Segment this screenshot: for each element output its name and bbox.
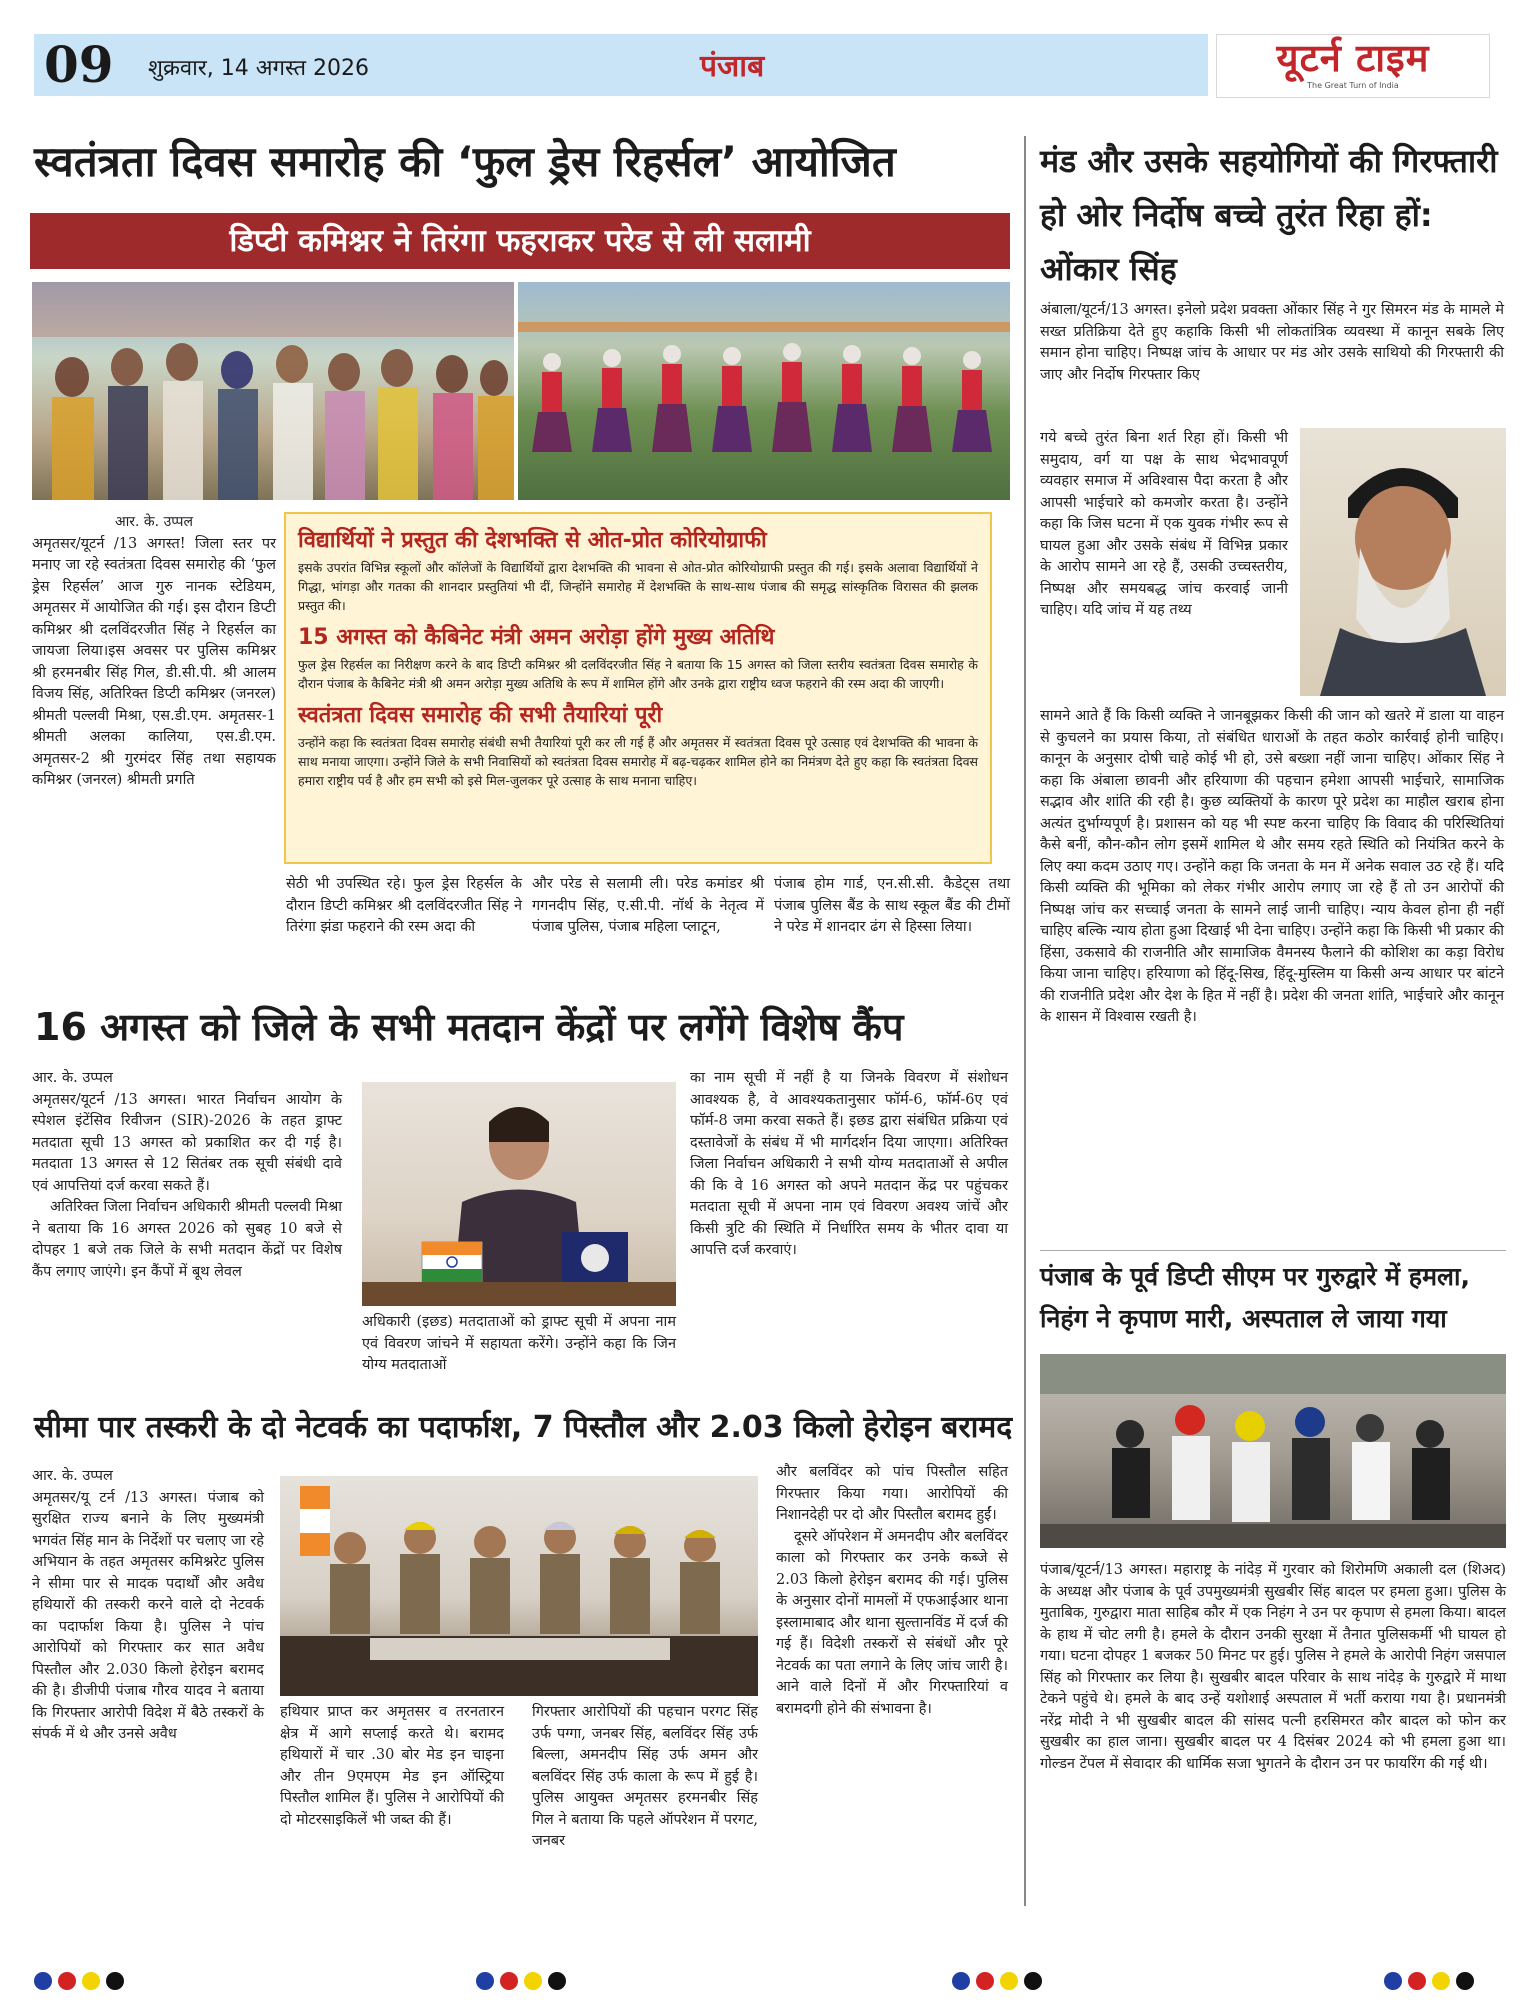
footer-dots-left — [34, 1972, 130, 1994]
article3-text-4a: और बलविंदर को पांच पिस्तौल सहित गिरफ्तार किया गया। आरोपियों की निशानदेही पर दो और पिस्तौल बरामद हुईं। — [776, 1464, 1008, 1523]
photo-official — [362, 1082, 676, 1306]
article3-byline: आर. के. उप्पल — [32, 1468, 113, 1484]
article2-headline: 16 अगस्त को जिले के सभी मतदान केंद्रों पर लगेंगे विशेष कैंप — [34, 1005, 904, 1049]
article5-body: पंजाब/यूटर्न/13 अगस्त। महाराष्ट्र के नांदेड़ में गुरवार को शिरोमणि अकाली दल (शिअद) के अध्यक्ष और पंजाब के पूर्व उपमुख्यमंत्री सुखबीर सिंह बादल पर हमला हुआ। पुलिस के मुताबिक, गुरुद्वारा माता साहिब कौर में एक निहंग ने उन पर कृपाण से हमला किया। बादल के हाथ में चोट लगी है। हमले के दौरान उनकी सुरक्षा में तैनात पुलिसकर्मी भी घायल हो गया। घटना दोपहर 1 बजकर 50 मिनट पर हुई। पुलिस ने हमले के आरोपी निहंग जसपाल सिंह को गिरफ्तार कर लिया है। सुखबीर बादल परिवार के साथ नांदेड़ के गुरुद्वारे में माथा टेकने पहुंचे थे। हमले के बाद उन्हें यशोशाई अस्पताल में भर्ती कराया गया है। प्रधानमंत्री नरेंद्र मोदी ने भी सुखबीर बादल की सांसद पत्नी हरसिमरत कौर बादल को फोन कर सुखबीर का हाल जाना। सुखबीर बादल पर 4 दिसंबर 2024 को भी हमला हुआ था। गोल्डन टेंपल में सेवादार की धार्मिक सजा भुगतने के दौरान उन पर फायरिंग की गई थी। — [1040, 1562, 1506, 1772]
logo-text: यूटर्न टाइम — [1276, 36, 1430, 80]
article4-text-bottom: सामने आते हैं कि किसी व्यक्ति ने जानबूझकर किसी की जान को खतरे में डाला या वाहन से कुचलने का प्रयास किया, तो संबंधित धाराओं के तहत कठोर कार्रवाई होनी चाहिए। कानून के अनुसार दोषी चाहे कोई भी हो, उसे बख्शा नहीं जाना चाहिए। ओंकार सिंह ने कहा कि अंबाला छावनी और हरियाणा की पहचान हमेशा आपसी भाईचारे, सामाजिक सद्भाव और शांति की रही है। कुछ व्यक्तियों के कारण पूरे प्रदेश का माहौल खराब होना अत्यंत दुर्भाग्यपूर्ण है। प्रशासन को यह भी स्पष्ट करना चाहिए कि विवाद की परिस्थितियां कैसे बनीं, कौन-कौन लोग इसमें शामिल थे और समय रहते स्थिति को नियंत्रित करने के लिए क्या कदम उठाए गए। उन्होंने कहा कि जनता के मन में अनेक सवाल उठ रहे हैं। यदि किसी व्यक्ति की भूमिका को लेकर गंभीर आरोप लगाए जा रहे हैं तो उन आरोपों की निष्पक्ष जांच कर सच्चाई जनता के सामने लाई जानी चाहिए। न्याय केवल होना ही नहीं चाहिए बल्कि न्याय होता हुआ दिखाई भी देना चाहिए। उन्होंने कहा कि किसी भी प्रकार की हिंसा, उकसावे की राजनीति और सामाजिक वैमनस्य फैलाने की कोशिश का कड़ा विरोध किया जाना चाहिए। हरियाणा को हिंदू-सिख, हिंदू-मुस्लिम या किसी अन्य आधार पर बांटने की राजनीति प्रदेश और देश के हित में नहीं है। प्रदेश की जनता शांति, भाईचारे और कानून के शासन में विश्वास रखती है। — [1040, 708, 1504, 1025]
article2-text-2: अतिरिक्त जिला निर्वाचन अधिकारी श्रीमती पल्लवी मिश्रा ने बताया कि 16 अगस्त 2026 को सुबह 10 बजे से दोपहर 1 बजे तक जिले के सभी मतदान केंद्रों पर विशेष कैंप लगाए जाएंगे। इन कैंपों में बूथ लेवल — [32, 1199, 342, 1280]
article4-text-top: अंबाला/यूटर्न/13 अगस्त। इनेलो प्रदेश प्रवक्ता ओंकार सिंह ने गुर सिमरन मंड के मामले मे सख्त प्रतिक्रिया देते हुए कहाकि किसी भी लोकतांत्रिक व्यवस्था में कानून सबके लिए समान होना चाहिए। निष्पक्ष जांच के आधार पर मंड ओर उसके साथियो की गिरफ्तारी की जाए और निर्दोष गिरफ्तार किए — [1040, 302, 1504, 383]
photo-onkar-singh — [1300, 428, 1506, 696]
footer-dots-center — [476, 1972, 572, 1994]
logo-tagline: The Great Turn of India — [1307, 81, 1399, 90]
box-heading-1: विद्यार्थियों ने प्रस्तुत की देशभक्ति से ओत-प्रोत कोरियोग्राफी — [298, 528, 767, 553]
photo-police-press — [280, 1476, 758, 1696]
page-number: 09 — [44, 35, 114, 94]
section-name: पंजाब — [700, 49, 765, 84]
footer-dots-mid-right — [952, 1972, 1048, 1994]
sidebar-separator — [1040, 1250, 1506, 1251]
photo-gurudwara-attack — [1040, 1354, 1506, 1548]
article3-text-1: अमृतसर/यू टर्न /13 अगस्त। पंजाब को सुरक्षित राज्य बनाने के लिए मुख्यमंत्री भगवंत सिंह मान के निर्देशों पर चलाए जा रहे अभियान के तहत अमृतसर कमिश्नरेट पुलिस ने सीमा पार से मादक पदार्थों और अवैध हथियारों की तस्करी करने वाले दो नेटवर्क का पदार्फाश किया है। पुलिस ने पांच आरोपियों को गिरफ्तार कर सात अवैध पिस्तौल और 2.030 किलो हेरोइन बरामद की है। डीजीपी पंजाब गौरव यादव ने बताया कि गिरफ्तार आरोपी विदेश में बैठे तस्करों के संपर्क में थे और उनसे अवैध — [32, 1489, 264, 1742]
article3-column-4 — [776, 1462, 1008, 1720]
photo-parade — [518, 282, 1010, 500]
article4-text-left: गये बच्चे तुरंत बिना शर्त रिहा हों। किसी भी समुदाय, वर्ग या पक्ष के साथ भेदभावपूर्ण व्यवहार समाज में अविश्वास पैदा करता है और आपसी भाईचारे को कमजोर करता है। उन्होंने कहा कि जिस घटना में एक युवक गंभीर रूप से घायल हुआ और उसके संबंध में विभिन्न प्रकार के आरोप सामने आ रहे हैं, उसकी उच्चस्तरीय, निष्पक्ष और समयबद्ध जांच करवाई जानी चाहिए। यदि जांच में यह तथ्य — [1040, 430, 1288, 618]
article2-text-1: अमृतसर/यूटर्न /13 अगस्त। भारत निर्वाचन आयोग के स्पेशल इंटेंसिव रिवीजन (SIR)-2026 के तहत ड्राफ्ट मतदाता सूची 13 अगस्त को प्रकाशित कर दी गई है। मतदाता 13 अगस्त से 12 सितंबर तक सूची संबंधी दावे एवं आपत्तियां दर्ज करवा सकते हैं। — [32, 1091, 342, 1194]
box-para-2: फुल ड्रेस रिहर्सल का निरीक्षण करने के बाद डिप्टी कमिश्नर श्री दलविंदरजीत सिंह ने बताया कि 15 अगस्त को जिला स्तरीय स्वतंत्रता दिवस समारोह के दौरान पंजाब के कैबिनेट मंत्री श्री अमन अरोड़ा मुख्य अतिथि के रूप में शामिल होंगे और उनके द्वारा राष्ट्रीय ध्वज फहराने की रस्म अदा की जाएगी। — [298, 657, 978, 691]
box-para-3: उन्होंने कहा कि स्वतंत्रता दिवस समारोह संबंधी सभी तैयारियां पूरी कर ली गई हैं और अमृतसर में स्वतंत्रता दिवस पूरे उत्साह एवं देशभक्ति की भावना के साथ मनाया जाएगा। उन्होंने जिले के सभी निवासियों को स्वतंत्रता दिवस समारोह में बढ़-चढ़कर शामिल होने का निमंत्रण देते हुए कहा कि स्वतंत्रता दिवस हमारा राष्ट्रीय पर्व है और हम सभी को इसे मिल-जुलकर पूरे उत्साह के साथ मनाना चाहिए। — [298, 735, 978, 788]
article1-subhead-band — [30, 213, 1010, 269]
article1-subhead: डिप्टी कमिश्नर ने तिरंगा फहराकर परेड से ली सलामी — [229, 223, 811, 259]
masthead-logo — [1216, 34, 1490, 98]
box-heading-2: 15 अगस्त को कैबिनेट मंत्री अमन अरोड़ा होंगे मुख्य अतिथि — [298, 625, 775, 650]
photo-dignitaries — [32, 282, 514, 500]
article3-text-4b: दूसरे ऑपरेशन में अमनदीप और बलविंदर काला को गिरफ्तार कर उनके कब्जे से 2.03 किलो हेरोइन बरामद की गई। पुलिस के अनुसार दोनों मामलों में एफआईआर थाना इस्लामाबाद और थाना सुल्तानविंड में दर्ज की गई हैं। विदेशी तस्करों से संबंधों और पूरे नेटवर्क का पता लगाने के लिए जांच जारी है। आने वाले दिनों में और गिरफ्तारियां व बरामदगी होने की संभावना है। — [776, 1528, 1008, 1717]
article3-headline: सीमा पार तस्करी के दो नेटवर्क का पदार्फाश, 7 पिस्तौल और 2.03 किलो हेरोइन बरामद — [34, 1410, 1013, 1445]
box-para-1: इसके उपरांत विभिन्न स्कूलों और कॉलेजों के विद्यार्थियों द्वारा देशभक्ति की भावना से ओत-प्रोत कोरियोग्राफी प्रस्तुत की गई। इसके अलावा विद्यार्थियों ने गिद्धा, भांगड़ा और गतका की शानदार प्रस्तुतियां भी दीं, जिन्होंने समारोह में देशभक्ति के साथ-साथ पंजाब की समृद्ध सांस्कृतिक विरासत की झलक प्रस्तुत की। — [298, 560, 978, 613]
article2-column-2: अधिकारी (इछड) मतदाताओं को ड्राफ्ट सूची में अपना नाम एवं विवरण जांचने में सहायता करेंगे। उन्होंने कहा कि जिन योग्य मतदाताओं — [362, 1314, 676, 1373]
sidebar-divider — [1024, 136, 1026, 1906]
article2-column-1 — [32, 1068, 342, 1283]
article5-headline: पंजाब के पूर्व डिप्टी सीएम पर गुरुद्वारे में हमला, निहंग ने कृपाण मारी, अस्पताल ले जाया गया — [1040, 1262, 1470, 1333]
issue-date: शुक्रवार, 14 अगस्त 2026 — [148, 56, 370, 81]
article1-byline: आर. के. उप्पल — [114, 514, 193, 530]
article1-column-1 — [32, 512, 276, 792]
article3-column-1 — [32, 1466, 264, 1746]
article1-text-1: अमृतसर/यूटर्न /13 अगस्त! जिला स्तर पर मनाए जा रहे स्वतंत्रता दिवस समारोह की ‘फुल ड्रेस रिहर्सल’ आज गुरु नानक स्टेडियम, अमृतसर में आयोजित की गई। इस दौरान डिप्टी कमिश्नर श्री दलविंदरजीत सिंह ने रिहर्सल का जायजा लिया।इस अवसर पर पुलिस कमिश्नर श्री हरमनबीर सिंह गिल, डी.सी.पी. श्री आलम विजय सिंह, अतिरिक्त डिप्टी कमिश्नर (जनरल) श्रीमती पल्लवी मिश्रा, एस.डी.एम. अमृतसर-1 श्रीमती अलका कालिया, एस.डी.एम. अमृतसर-2 श्री गुरमंदर सिंह तथा सहायक कमिश्नर (जनरल) श्रीमती प्रगति — [32, 535, 276, 788]
article3-column-3: गिरफ्तार आरोपियों की पहचान परगट सिंह उर्फ पग्गा, जनबर सिंह, बलविंदर सिंह उर्फ बिल्ला, अमनदीप सिंह उर्फ अमन और बलविंदर सिंह उर्फ काला के रूप में हुई है। पुलिस आयुक्त अमृतसर हरमनबीर सिंह गिल ने बताया कि पहले ऑपरेशन में परगट, जनबर — [532, 1704, 758, 1849]
article1-headline: स्वतंत्रता दिवस समारोह की ‘फुल ड्रेस रिहर्सल’ आयोजित — [34, 137, 896, 186]
article1-column-4: पंजाब होम गार्ड, एन.सी.सी. कैडेट्स तथा पंजाब पुलिस बैंड के साथ स्कूल बैंड की टीमों ने परेड में शानदार ढंग से हिस्सा लिया। — [774, 876, 1010, 935]
footer-dots-right — [1384, 1972, 1480, 1994]
article1-column-3: और परेड से सलामी ली। परेड कमांडर श्री गगनदीप सिंह, ए.सी.पी. नॉर्थ के नेतृत्व में पंजाब पुलिस, पंजाब महिला प्लाटून, — [532, 876, 764, 935]
article2-column-3: का नाम सूची में नहीं है या जिनके विवरण में संशोधन आवश्यक है, वे आवश्यकतानुसार फॉर्म-6, फॉर्म-6ए एवं फॉर्म-8 जमा करवा सकते हैं। इछड द्वारा संबंधित प्रक्रिया एवं दस्तावेजों के संबंध में भी मार्गदर्शन दिया जाएगा। अतिरिक्त जिला निर्वाचन अधिकारी ने सभी योग्य मतदाताओं से अपील की कि वे 16 अगस्त को अपने मतदान केंद्र पर पहुंचकर मतदाता सूची में अपना नाम एवं विवरण अवश्य जांचें और किसी त्रुटि की स्थिति में निर्धारित समय के भीतर दावा या आपत्ति दर्ज करवाएं। — [690, 1070, 1008, 1258]
article1-column-2: सेठी भी उपस्थित रहे। फुल ड्रेस रिहर्सल के दौरान डिप्टी कमिश्नर श्री दलविंदरजीत सिंह ने तिरंगा झंडा फहराने की रस्म अदा की — [286, 876, 522, 935]
article2-byline: आर. के. उप्पल — [32, 1070, 113, 1086]
box-heading-3: स्वतंत्रता दिवस समारोह की सभी तैयारियां पूरी — [298, 703, 663, 728]
article1-info-box — [284, 512, 992, 864]
article3-column-2: हथियार प्राप्त कर अमृतसर व तरनतारन क्षेत्र में आगे सप्लाई करते थे। बरामद हथियारों में चार .30 बोर मेड इन चाइना और तीन 9एमएम मेड इन ऑस्ट्रिया पिस्तौल शामिल हैं। पुलिस ने आरोपियों की दो मोटरसाइकिलें भी जब्त की हैं। — [280, 1704, 504, 1828]
article4-headline: मंड और उसके सहयोगियों की गिरफ्तारी हो ओर निर्दोष बच्चे तुरंत रिहा हों: ओंकार सिंह — [1040, 142, 1498, 288]
